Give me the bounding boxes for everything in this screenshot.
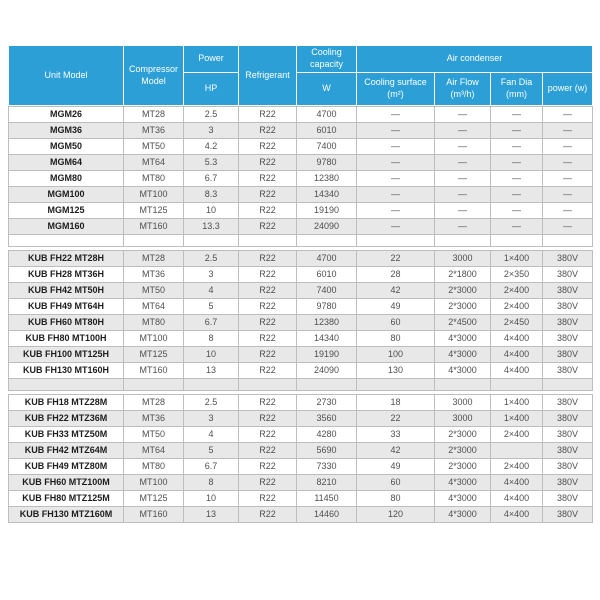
- cell-fan-dia: 2×400: [491, 427, 543, 443]
- cell-cooling-surface: 49: [357, 299, 435, 315]
- spec-table-section: [8, 106, 593, 247]
- table-row: [9, 123, 593, 139]
- cell-cooling-capacity: 6010: [297, 267, 357, 283]
- table-row: [9, 459, 593, 475]
- table-row: [9, 187, 593, 203]
- header-unit-model: Unit Model: [9, 46, 124, 106]
- cell-power-hp: 5: [184, 443, 239, 459]
- cell-power: 380V: [543, 491, 593, 507]
- cell-power-hp: 13: [184, 507, 239, 523]
- cell-refrigerant: R22: [239, 347, 297, 363]
- header-cooling-capacity: Cooling capacity: [297, 46, 357, 73]
- cell-fan-dia: —: [491, 187, 543, 203]
- cell-refrigerant: R22: [239, 411, 297, 427]
- cell-air-flow: 4*3000: [435, 347, 491, 363]
- cell-fan-dia: —: [491, 219, 543, 235]
- cell-cooling-capacity: 24090: [297, 219, 357, 235]
- cell-air-flow: —: [435, 187, 491, 203]
- cell-power: 380V: [543, 459, 593, 475]
- cell-power-hp: 10: [184, 347, 239, 363]
- cell-cooling-capacity: 19190: [297, 203, 357, 219]
- cell-compressor-model: MT28: [124, 251, 184, 267]
- cell-cooling-capacity: 2730: [297, 395, 357, 411]
- cell-power-hp: 2.5: [184, 251, 239, 267]
- cell-air-flow: —: [435, 203, 491, 219]
- table-row: [9, 491, 593, 507]
- table-row: [9, 507, 593, 523]
- cell-cooling-surface: —: [357, 187, 435, 203]
- cell-fan-dia: —: [491, 155, 543, 171]
- cell-power-hp: 4: [184, 283, 239, 299]
- cell-compressor-model: MT28: [124, 107, 184, 123]
- cell-cooling-surface: [357, 379, 435, 391]
- cell-cooling-capacity: 4700: [297, 107, 357, 123]
- cell-cooling-surface: —: [357, 219, 435, 235]
- cell-compressor-model: MT50: [124, 139, 184, 155]
- table-row: [9, 443, 593, 459]
- table-row: [9, 347, 593, 363]
- cell-air-flow: 2*3000: [435, 283, 491, 299]
- cell-refrigerant: R22: [239, 507, 297, 523]
- cell-cooling-capacity: [297, 379, 357, 391]
- cell-power: [543, 379, 593, 391]
- cell-power: —: [543, 155, 593, 171]
- cell-cooling-capacity: [297, 235, 357, 247]
- header-compressor-model: Compressor Model: [124, 46, 184, 106]
- cell-air-flow: 4*3000: [435, 507, 491, 523]
- cell-unit-model: KUB FH60 MTZ100M: [9, 475, 124, 491]
- cell-cooling-capacity: 4280: [297, 427, 357, 443]
- cell-unit-model: KUB FH33 MTZ50M: [9, 427, 124, 443]
- cell-cooling-surface: 100: [357, 347, 435, 363]
- cell-power-hp: [184, 235, 239, 247]
- cell-refrigerant: R22: [239, 331, 297, 347]
- cell-refrigerant: R22: [239, 107, 297, 123]
- cell-cooling-capacity: 7400: [297, 283, 357, 299]
- cell-cooling-capacity: 19190: [297, 347, 357, 363]
- cell-refrigerant: R22: [239, 443, 297, 459]
- cell-compressor-model: MT64: [124, 299, 184, 315]
- cell-unit-model: MGM80: [9, 171, 124, 187]
- cell-cooling-surface: 120: [357, 507, 435, 523]
- cell-unit-model: KUB FH130 MT160H: [9, 363, 124, 379]
- cell-power-hp: 5.3: [184, 155, 239, 171]
- cell-air-flow: 2*4500: [435, 315, 491, 331]
- cell-power-hp: 4: [184, 427, 239, 443]
- cell-power: —: [543, 171, 593, 187]
- cell-refrigerant: R22: [239, 219, 297, 235]
- spec-table: [8, 45, 592, 523]
- cell-refrigerant: R22: [239, 251, 297, 267]
- cell-power: 380V: [543, 507, 593, 523]
- cell-compressor-model: MT50: [124, 283, 184, 299]
- cell-compressor-model: MT80: [124, 171, 184, 187]
- cell-cooling-capacity: 12380: [297, 171, 357, 187]
- cell-compressor-model: MT160: [124, 507, 184, 523]
- cell-compressor-model: MT36: [124, 267, 184, 283]
- table-row: [9, 251, 593, 267]
- cell-power: 380V: [543, 475, 593, 491]
- cell-air-flow: 4*3000: [435, 331, 491, 347]
- cell-fan-dia: 2×400: [491, 459, 543, 475]
- cell-power: 380V: [543, 299, 593, 315]
- cell-fan-dia: —: [491, 123, 543, 139]
- cell-power-hp: 13: [184, 363, 239, 379]
- cell-cooling-capacity: 24090: [297, 363, 357, 379]
- cell-air-flow: —: [435, 171, 491, 187]
- cell-cooling-capacity: 5690: [297, 443, 357, 459]
- header-hp: HP: [184, 73, 239, 106]
- cell-refrigerant: R22: [239, 363, 297, 379]
- cell-refrigerant: R22: [239, 315, 297, 331]
- cell-power: 380V: [543, 443, 593, 459]
- cell-power-hp: 2.5: [184, 395, 239, 411]
- cell-unit-model: KUB FH60 MT80H: [9, 315, 124, 331]
- cell-power-hp: 5: [184, 299, 239, 315]
- cell-air-flow: [435, 235, 491, 247]
- cell-cooling-capacity: 9780: [297, 299, 357, 315]
- header-cooling-surface: Cooling surface (m²): [357, 73, 435, 106]
- cell-cooling-surface: —: [357, 139, 435, 155]
- cell-power: 380V: [543, 315, 593, 331]
- spacer-row: [9, 235, 593, 247]
- table-row: [9, 107, 593, 123]
- cell-air-flow: 4*3000: [435, 491, 491, 507]
- cell-power: 380V: [543, 283, 593, 299]
- cell-refrigerant: R22: [239, 395, 297, 411]
- cell-refrigerant: R22: [239, 299, 297, 315]
- cell-air-flow: 3000: [435, 251, 491, 267]
- cell-power: [543, 235, 593, 247]
- cell-air-flow: —: [435, 123, 491, 139]
- cell-cooling-capacity: 8210: [297, 475, 357, 491]
- cell-unit-model: KUB FH80 MTZ125M: [9, 491, 124, 507]
- cell-compressor-model: MT64: [124, 443, 184, 459]
- cell-unit-model: KUB FH18 MTZ28M: [9, 395, 124, 411]
- table-row: [9, 475, 593, 491]
- cell-fan-dia: 4×400: [491, 363, 543, 379]
- cell-fan-dia: —: [491, 171, 543, 187]
- cell-cooling-capacity: 14340: [297, 187, 357, 203]
- cell-air-flow: 4*3000: [435, 475, 491, 491]
- table-row: [9, 283, 593, 299]
- header-air-flow: Air Flow (m³/h): [435, 73, 491, 106]
- cell-power-hp: 3: [184, 411, 239, 427]
- cell-cooling-capacity: 7330: [297, 459, 357, 475]
- cell-power-hp: 10: [184, 203, 239, 219]
- cell-air-flow: 2*1800: [435, 267, 491, 283]
- cell-refrigerant: [239, 379, 297, 391]
- cell-cooling-capacity: 7400: [297, 139, 357, 155]
- cell-power-hp: 6.7: [184, 459, 239, 475]
- cell-power-hp: 8: [184, 331, 239, 347]
- cell-cooling-surface: 42: [357, 283, 435, 299]
- cell-power: —: [543, 219, 593, 235]
- cell-fan-dia: [491, 443, 543, 459]
- cell-unit-model: MGM36: [9, 123, 124, 139]
- cell-cooling-surface: —: [357, 203, 435, 219]
- cell-air-flow: 2*3000: [435, 443, 491, 459]
- cell-refrigerant: R22: [239, 171, 297, 187]
- cell-compressor-model: [124, 235, 184, 247]
- cell-power: 380V: [543, 251, 593, 267]
- cell-refrigerant: R22: [239, 267, 297, 283]
- cell-compressor-model: MT100: [124, 331, 184, 347]
- cell-power-hp: 3: [184, 267, 239, 283]
- cell-power-hp: 13.3: [184, 219, 239, 235]
- cell-unit-model: MGM100: [9, 187, 124, 203]
- cell-fan-dia: 1×400: [491, 395, 543, 411]
- cell-unit-model: KUB FH42 MT50H: [9, 283, 124, 299]
- cell-refrigerant: R22: [239, 283, 297, 299]
- cell-refrigerant: [239, 235, 297, 247]
- table-row: [9, 171, 593, 187]
- cell-unit-model: KUB FH22 MTZ36M: [9, 411, 124, 427]
- cell-compressor-model: MT36: [124, 123, 184, 139]
- cell-unit-model: KUB FH22 MT28H: [9, 251, 124, 267]
- cell-cooling-capacity: 4700: [297, 251, 357, 267]
- cell-power-hp: 4.2: [184, 139, 239, 155]
- cell-compressor-model: MT64: [124, 155, 184, 171]
- cell-unit-model: KUB FH49 MTZ80M: [9, 459, 124, 475]
- cell-fan-dia: 2×350: [491, 267, 543, 283]
- cell-power: 380V: [543, 331, 593, 347]
- cell-compressor-model: MT100: [124, 475, 184, 491]
- table-row: [9, 427, 593, 443]
- cell-cooling-surface: 80: [357, 491, 435, 507]
- cell-unit-model: KUB FH80 MT100H: [9, 331, 124, 347]
- spec-table-section: [8, 394, 593, 523]
- cell-fan-dia: 4×400: [491, 347, 543, 363]
- header-fan-dia: Fan Dia (mm): [491, 73, 543, 106]
- cell-compressor-model: MT100: [124, 187, 184, 203]
- cell-air-flow: 2*3000: [435, 299, 491, 315]
- header-air-condenser: Air condenser: [357, 46, 593, 73]
- cell-compressor-model: MT80: [124, 315, 184, 331]
- cell-cooling-surface: 18: [357, 395, 435, 411]
- spec-table-body: [8, 106, 592, 523]
- cell-unit-model: MGM160: [9, 219, 124, 235]
- cell-air-flow: [435, 379, 491, 391]
- cell-power: —: [543, 187, 593, 203]
- cell-power: —: [543, 123, 593, 139]
- cell-power: 380V: [543, 267, 593, 283]
- cell-compressor-model: MT125: [124, 347, 184, 363]
- cell-air-flow: 3000: [435, 395, 491, 411]
- spec-table-section: [8, 250, 593, 391]
- cell-fan-dia: [491, 379, 543, 391]
- cell-compressor-model: MT50: [124, 427, 184, 443]
- cell-compressor-model: MT28: [124, 395, 184, 411]
- cell-unit-model: MGM26: [9, 107, 124, 123]
- table-row: [9, 203, 593, 219]
- cell-power: —: [543, 203, 593, 219]
- spacer-row: [9, 379, 593, 391]
- cell-unit-model: KUB FH130 MTZ160M: [9, 507, 124, 523]
- header-power-w: power (w): [543, 73, 593, 106]
- cell-cooling-capacity: 14340: [297, 331, 357, 347]
- cell-cooling-surface: 80: [357, 331, 435, 347]
- cell-power-hp: 10: [184, 491, 239, 507]
- cell-cooling-surface: 49: [357, 459, 435, 475]
- table-row: [9, 299, 593, 315]
- spec-table-header: [8, 45, 593, 106]
- cell-cooling-surface: 42: [357, 443, 435, 459]
- cell-power-hp: 6.7: [184, 315, 239, 331]
- cell-cooling-surface: 60: [357, 315, 435, 331]
- cell-fan-dia: 2×450: [491, 315, 543, 331]
- cell-cooling-surface: —: [357, 155, 435, 171]
- cell-fan-dia: [491, 235, 543, 247]
- cell-power: —: [543, 139, 593, 155]
- cell-air-flow: 4*3000: [435, 363, 491, 379]
- header-power: Power: [184, 46, 239, 73]
- cell-unit-model: [9, 235, 124, 247]
- cell-power-hp: 3: [184, 123, 239, 139]
- cell-compressor-model: MT36: [124, 411, 184, 427]
- cell-fan-dia: 1×400: [491, 411, 543, 427]
- cell-power-hp: [184, 379, 239, 391]
- cell-refrigerant: R22: [239, 459, 297, 475]
- cell-fan-dia: 4×400: [491, 331, 543, 347]
- cell-unit-model: MGM64: [9, 155, 124, 171]
- cell-air-flow: —: [435, 155, 491, 171]
- cell-fan-dia: —: [491, 203, 543, 219]
- cell-cooling-surface: 22: [357, 411, 435, 427]
- cell-unit-model: MGM125: [9, 203, 124, 219]
- header-w: W: [297, 73, 357, 106]
- table-row: [9, 395, 593, 411]
- cell-refrigerant: R22: [239, 187, 297, 203]
- cell-cooling-surface: [357, 235, 435, 247]
- cell-fan-dia: 4×400: [491, 491, 543, 507]
- cell-refrigerant: R22: [239, 123, 297, 139]
- cell-refrigerant: R22: [239, 139, 297, 155]
- cell-power: 380V: [543, 427, 593, 443]
- cell-cooling-capacity: 12380: [297, 315, 357, 331]
- cell-power: 380V: [543, 411, 593, 427]
- cell-compressor-model: MT125: [124, 491, 184, 507]
- cell-compressor-model: MT80: [124, 459, 184, 475]
- table-row: [9, 155, 593, 171]
- cell-refrigerant: R22: [239, 203, 297, 219]
- cell-power: 380V: [543, 395, 593, 411]
- table-row: [9, 411, 593, 427]
- cell-air-flow: —: [435, 219, 491, 235]
- cell-cooling-surface: —: [357, 107, 435, 123]
- cell-power-hp: 8: [184, 475, 239, 491]
- cell-unit-model: KUB FH100 MT125H: [9, 347, 124, 363]
- table-row: [9, 315, 593, 331]
- cell-air-flow: 3000: [435, 411, 491, 427]
- cell-unit-model: [9, 379, 124, 391]
- table-row: [9, 331, 593, 347]
- cell-air-flow: —: [435, 107, 491, 123]
- cell-cooling-capacity: 14460: [297, 507, 357, 523]
- cell-cooling-capacity: 11450: [297, 491, 357, 507]
- cell-cooling-capacity: 6010: [297, 123, 357, 139]
- cell-air-flow: 2*3000: [435, 427, 491, 443]
- cell-refrigerant: R22: [239, 475, 297, 491]
- cell-power: 380V: [543, 363, 593, 379]
- cell-cooling-surface: 28: [357, 267, 435, 283]
- table-row: [9, 139, 593, 155]
- table-row: [9, 267, 593, 283]
- cell-refrigerant: R22: [239, 491, 297, 507]
- cell-cooling-surface: 22: [357, 251, 435, 267]
- cell-refrigerant: R22: [239, 427, 297, 443]
- cell-cooling-capacity: 9780: [297, 155, 357, 171]
- cell-compressor-model: MT160: [124, 363, 184, 379]
- cell-fan-dia: 2×400: [491, 283, 543, 299]
- cell-fan-dia: 4×400: [491, 507, 543, 523]
- cell-cooling-surface: 130: [357, 363, 435, 379]
- cell-fan-dia: 2×400: [491, 299, 543, 315]
- header-refrigerant: Refrigerant: [239, 46, 297, 106]
- cell-air-flow: 2*3000: [435, 459, 491, 475]
- table-row: [9, 219, 593, 235]
- cell-cooling-surface: —: [357, 171, 435, 187]
- cell-power-hp: 8.3: [184, 187, 239, 203]
- cell-fan-dia: —: [491, 139, 543, 155]
- cell-power: 380V: [543, 347, 593, 363]
- cell-cooling-surface: —: [357, 123, 435, 139]
- cell-power: —: [543, 107, 593, 123]
- cell-power-hp: 2.5: [184, 107, 239, 123]
- cell-refrigerant: R22: [239, 155, 297, 171]
- cell-cooling-capacity: 3560: [297, 411, 357, 427]
- cell-unit-model: MGM50: [9, 139, 124, 155]
- cell-compressor-model: MT125: [124, 203, 184, 219]
- cell-fan-dia: 1×400: [491, 251, 543, 267]
- cell-fan-dia: 4×400: [491, 475, 543, 491]
- cell-compressor-model: [124, 379, 184, 391]
- cell-fan-dia: —: [491, 107, 543, 123]
- cell-cooling-surface: 60: [357, 475, 435, 491]
- cell-compressor-model: MT160: [124, 219, 184, 235]
- cell-air-flow: —: [435, 139, 491, 155]
- cell-unit-model: KUB FH49 MT64H: [9, 299, 124, 315]
- cell-power-hp: 6.7: [184, 171, 239, 187]
- table-row: [9, 363, 593, 379]
- cell-unit-model: KUB FH28 MT36H: [9, 267, 124, 283]
- cell-unit-model: KUB FH42 MTZ64M: [9, 443, 124, 459]
- cell-cooling-surface: 33: [357, 427, 435, 443]
